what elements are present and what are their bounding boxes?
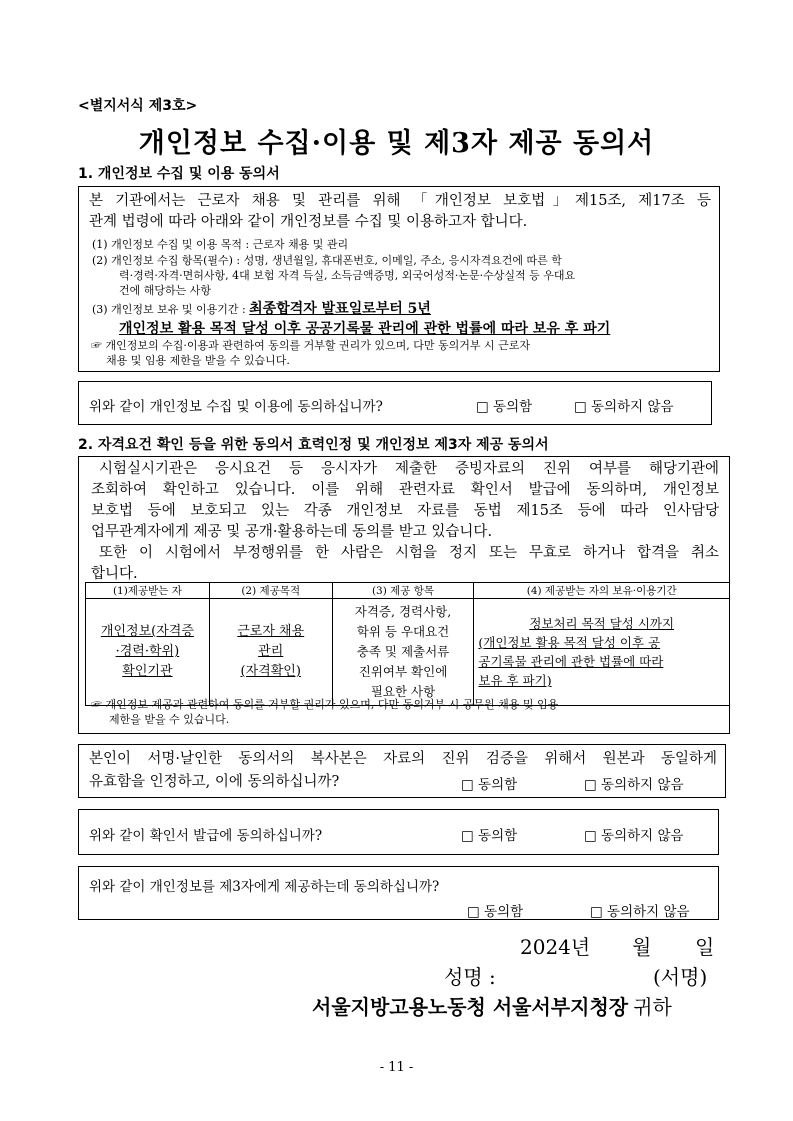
copy-validity-line2: 유효함을 인정하고, 이에 동의하십니까? [89, 774, 340, 790]
section1-heading: 1. 개인정보 수집 및 이용 동의서 [78, 166, 280, 182]
copy-validity-agree-checkbox[interactable]: □ 동의함 [461, 777, 518, 793]
section1-item3-value2: 개인정보 활용 목적 달성 이후 공공기록물 관리에 관한 법률에 따라 보유 후 파기 [119, 321, 611, 337]
cell-line: 자격증, 경력사항, [354, 604, 452, 619]
section2-para-line: 합니다. [91, 566, 138, 582]
cell-line: 충족 및 제출서류 [356, 644, 450, 659]
date-month: 월 [632, 935, 652, 959]
section1-question-box [78, 381, 712, 425]
section1-consent-box [78, 186, 720, 372]
section1-item3-value: 최종합격자 발표일로부터 5년 [249, 301, 431, 317]
section2-para-line: 또한 이 시험에서 부정행위를 한 사람은 시험을 정지 또는 무효로 하거나 합격을 취소 [99, 545, 719, 561]
third-party-agree-checkbox[interactable]: □ 동의함 [467, 904, 524, 920]
cell-line: 관리 [258, 644, 284, 659]
cell-line: ·경력·학위) [115, 644, 180, 659]
table-header: (2) 제공목적 [209, 583, 332, 599]
section2-heading: 2. 자격요건 확인 등을 위한 동의서 효력인정 및 개인정보 제3자 제공 동의서 [78, 437, 549, 453]
purpose-cell [209, 599, 332, 706]
page-title: 개인정보 수집·이용 및 제3자 제공 동의서 [138, 128, 655, 159]
cell-line: 필요한 사항 [370, 684, 436, 699]
provision-table [85, 582, 730, 706]
certificate-agree-checkbox[interactable]: □ 동의함 [461, 828, 518, 844]
section2-para-line: 조회하여 확인하고 있습니다. 이를 위해 관련자료 확인서 발급에 동의하며, 개인정보 [91, 482, 719, 498]
attachment-label: <별지서식 제3호> [78, 98, 198, 114]
section1-notice-line2: 채용 및 임용 제한을 받을 수 있습니다. [106, 354, 290, 367]
table-row [86, 599, 730, 706]
section1-intro-line2: 관계 법령에 따라 아래와 같이 개인정보를 수집 및 이용하고자 합니다. [89, 214, 528, 230]
section1-item2-line2: 력·경력·자격·면허사항, 4대 보험 자격 득실, 소득금액증명, 외국어성적·논문·수상실적 등 우대요 [119, 269, 576, 282]
section2-para-line: 시험실시기관은 응시요건 등 응시자가 제출한 증빙자료의 진위 여부를 해당기관에 [99, 461, 719, 477]
certificate-disagree-checkbox[interactable]: □ 동의하지 않음 [584, 828, 684, 844]
section1-intro-line1: 본 기관에서는 근로자 채용 및 관리를 위해 「개인정보 보호법」제15조, 제17조 등 [89, 193, 711, 209]
section1-item3 [92, 298, 431, 318]
section1-notice-line1: ☞ 개인정보의 수집·이용과 관련하여 동의를 거부할 권리가 있으며, 다만 동의거부 시 근로자 [91, 339, 530, 352]
table-header: (1)제공받는 자 [86, 583, 210, 599]
third-party-consent-box [78, 866, 719, 920]
signature-label: (서명) [653, 965, 708, 989]
section1-item1: (1) 개인정보 수집 및 이용 목적 : 근로자 채용 및 관리 [92, 238, 349, 251]
cell-line: (개인정보 활용 목적 달성 이후 공 [478, 635, 661, 650]
section2-notice-line2: 제한을 받을 수 있습니다. [109, 713, 230, 726]
page-number: - 11 - [379, 1060, 414, 1075]
cell-line: 진위여부 확인에 [358, 664, 448, 679]
copy-validity-line1: 본인이 서명·날인한 동의서의 복사본은 자료의 진위 검증을 위해서 원본과 동일하게 [89, 751, 717, 767]
section2-para-line: 보호법 등에 보호되고 있는 각종 개인정보 자료를 동법 제15조 등에 따라 인사담당 [91, 503, 719, 519]
recipient-suffix: 귀하 [633, 995, 672, 1019]
cell-line: 학위 등 우대요건 [356, 624, 450, 639]
copy-validity-box [78, 744, 726, 798]
table-header: (3) 제공 항목 [332, 583, 474, 599]
third-party-disagree-checkbox[interactable]: □ 동의하지 않음 [590, 904, 690, 920]
section1-item2-line1: (2) 개인정보 수집 항목(필수) : 성명, 생년월일, 휴대폰번호, 이메일, 주소, 응시자격요건에 따른 학 [92, 254, 562, 267]
section1-agree-checkbox[interactable]: □ 동의함 [476, 399, 533, 415]
section1-disagree-checkbox[interactable]: □ 동의하지 않음 [574, 399, 674, 415]
cell-line: 정보처리 목적 달성 시까지 [529, 616, 675, 631]
cell-line: 공기록물 관리에 관한 법률에 따라 [478, 654, 664, 669]
copy-validity-disagree-checkbox[interactable]: □ 동의하지 않음 [584, 777, 684, 793]
table-header: (4) 제공받는 자의 보유·이용기간 [474, 583, 730, 599]
cell-line: 개인정보(자격증 [100, 624, 194, 639]
items-cell [332, 599, 474, 706]
recipient-line [312, 991, 672, 1020]
certificate-consent-box [78, 809, 719, 855]
section1-item2-line3: 건에 해당하는 사항 [119, 284, 212, 297]
date-year: 2024년 [520, 935, 591, 959]
cell-line: 보유 후 파기) [478, 673, 552, 688]
cell-line: (자격확인) [240, 664, 301, 679]
third-party-question: 위와 같이 개인정보를 제3자에게 제공하는데 동의하십니까? [89, 879, 440, 895]
table-header-row [86, 583, 730, 599]
cell-line: 확인기관 [122, 664, 173, 679]
recipient-name: 서울지방고용노동청 서울서부지청장 [312, 995, 629, 1019]
certificate-question: 위와 같이 확인서 발급에 동의하십니까? [89, 828, 323, 844]
retention-cell [474, 599, 730, 706]
section2-para-line: 업무관계자에게 제공 및 공개·활용하는데 동의를 받고 있습니다. [91, 524, 493, 540]
cell-line: 근로자 채용 [237, 624, 305, 639]
section1-item3-label: (3) 개인정보 보유 및 이용기간 : [92, 303, 250, 316]
name-label: 성명 : [444, 965, 496, 989]
recipient-cell [86, 599, 210, 706]
date-day: 일 [695, 935, 715, 959]
section1-question: 위와 같이 개인정보 수집 및 이용에 동의하십니까? [89, 399, 383, 415]
section2-notice-line1: ☞ 개인정보 제공과 관련하여 동의를 거부할 권리가 있으며, 다만 동의거부 시 공무원 채용 및 임용 [91, 698, 559, 711]
